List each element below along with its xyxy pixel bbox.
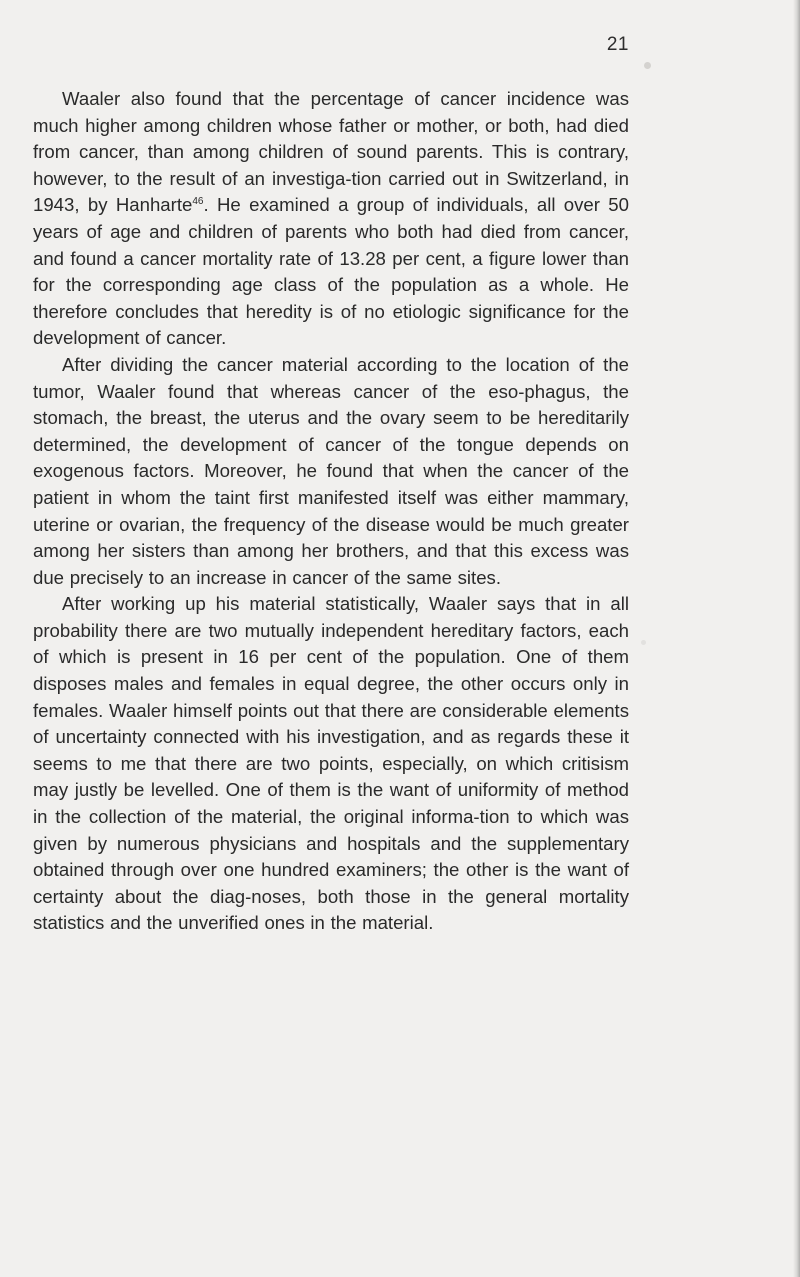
paragraph-3: After working up his material statistically, Waaler says that in all probability there are two mutually independent hereditary factors, each of which is present in 16 per cent of the population. One of them disposes males and females in equal degree, the other occurs only in females. Waaler himself points out that there are considerable elements of uncertainty connected with his investigation, and as regards these it seems to me that there are two points, especially, on which critisism may justly be levelled. One of them is the want of uniformity of method in the collection of the material, the original informa-tion to which was given by numerous physicians and hospitals and the supplementary obtained through over one hundred examiners; the other is the want of certainty about the diag-noses, both those in the general mortality statistics and the unverified ones in the material. bbox=[33, 593, 629, 934]
paragraph-1-text-start: Waaler also found that the percentage of cancer incidence was much higher among children whose father or mother, or both, had died from cancer, than among children of sound parents. This is contrary, however, to the result of an investiga-tion carried out in Switzerland, in 1943, by Hanharte bbox=[33, 88, 629, 216]
paragraph-1 bbox=[33, 86, 629, 352]
reference-superscript: 46 bbox=[192, 196, 204, 208]
paper-speck bbox=[644, 62, 651, 69]
paragraph-1-text-end: . He examined a group of individuals, all over 50 years of age and children of parents who both had died from cancer, and found a cancer mortality rate of 13.28 per cent, a figure lower than for the corresponding age class of the population as a whole. He therefore concludes that heredity is of no etiologic significance for the development of cancer. bbox=[33, 194, 629, 349]
paragraph-2: After dividing the cancer material according to the location of the tumor, Waaler found that whereas cancer of the eso-phagus, the stomach, the breast, the uterus and the ovary seem to be hereditarily determined, the development of cancer of the tongue depends on exogenous factors. Moreover, he found that when the cancer of the patient in whom the taint first manifested itself was either mammary, uterine or ovarian, the frequency of the disease would be much greater among her sisters than among her brothers, and that this excess was due precisely to an increase in cancer of the same sites. bbox=[33, 353, 629, 588]
body-text bbox=[33, 86, 629, 937]
page-edge-shadow bbox=[793, 0, 800, 1277]
paper-speck bbox=[641, 640, 646, 645]
page-number: 21 bbox=[606, 34, 629, 55]
